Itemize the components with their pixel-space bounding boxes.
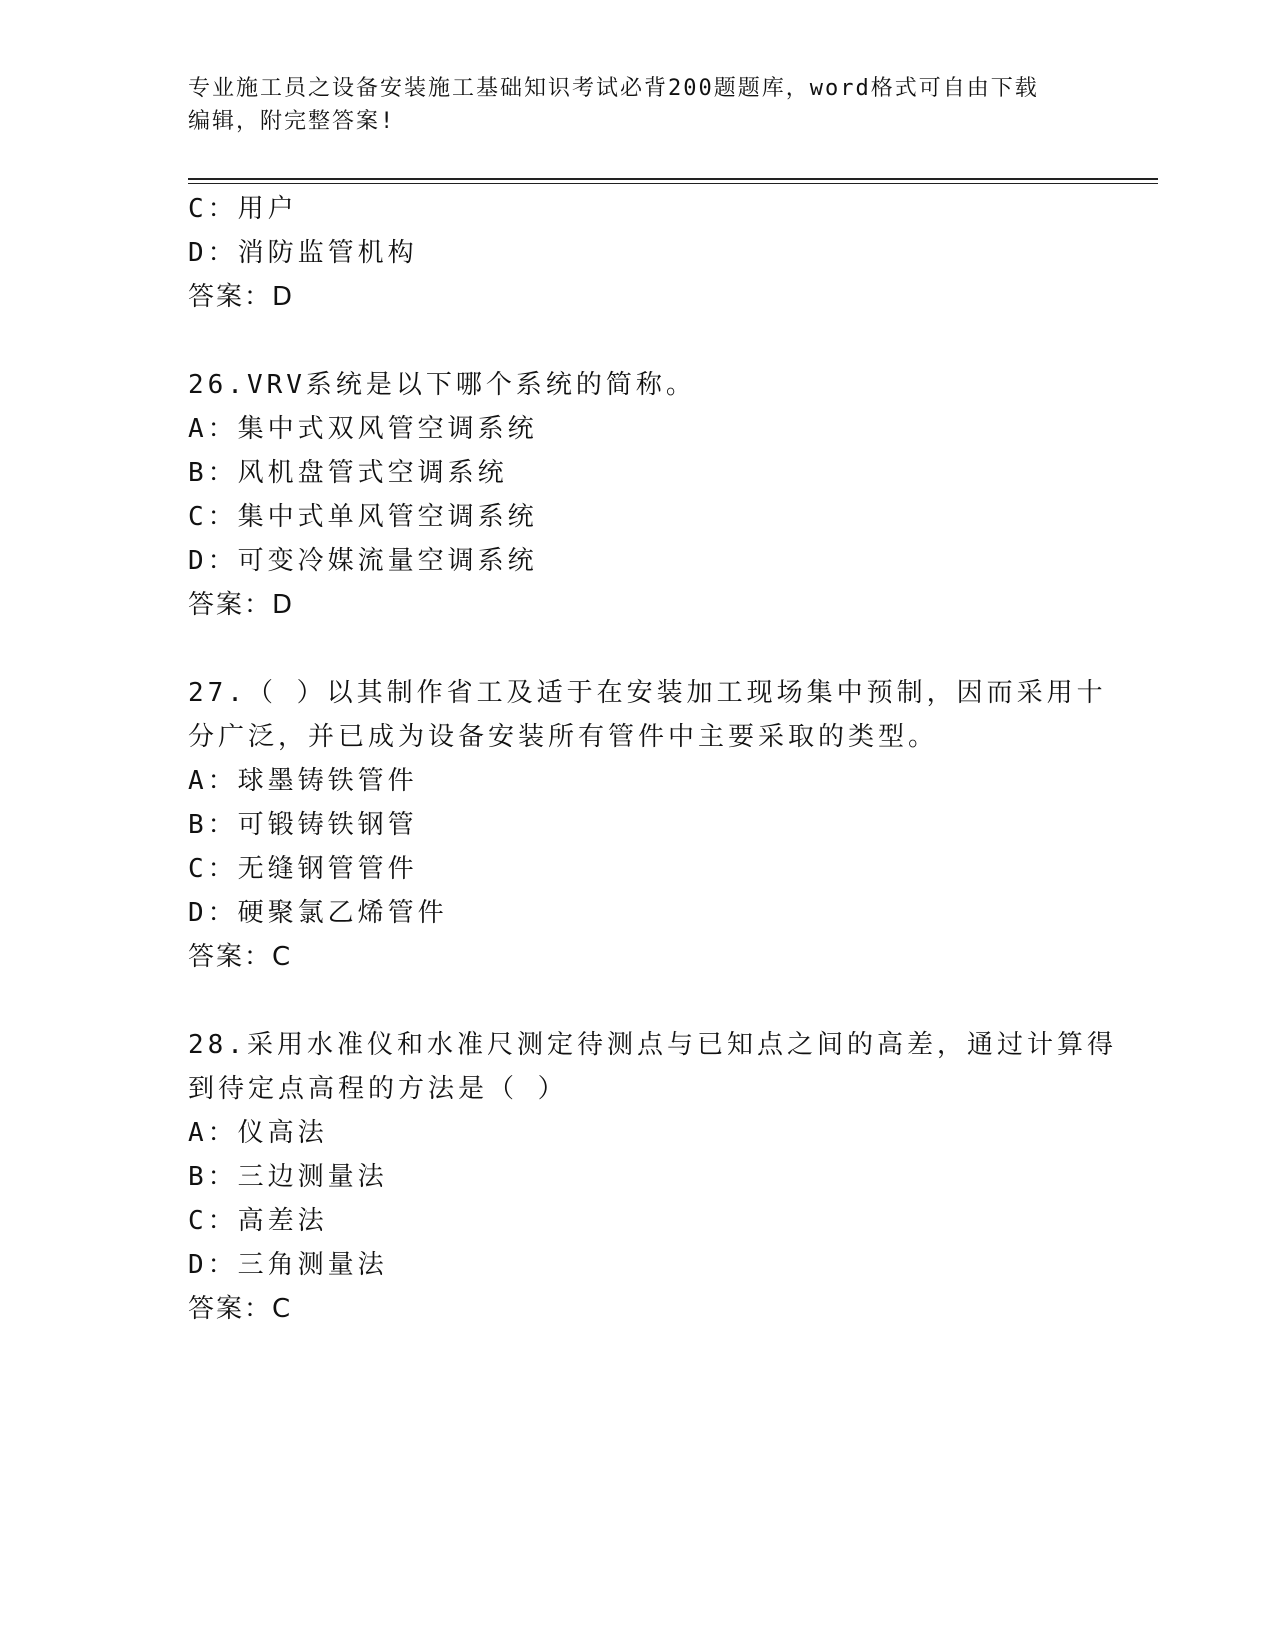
q27-option-a: A：球墨铸铁管件 (188, 766, 418, 796)
q28-option-c: C：高差法 (188, 1206, 328, 1236)
header-line-1: 专业施工员之设备安装施工基础知识考试必背200题题库，word格式可自由下载 (188, 76, 1039, 101)
q26-option-c: C：集中式单风管空调系统 (188, 502, 538, 532)
q26-option-b: B：风机盘管式空调系统 (188, 458, 508, 488)
q26-option-d: D：可变冷媒流量空调系统 (188, 546, 538, 576)
q28-option-d: D：三角测量法 (188, 1250, 388, 1280)
q28-option-b: B：三边测量法 (188, 1162, 388, 1192)
q26-answer: 答案：D (188, 590, 295, 620)
q27-question-line-1: 27.（ ）以其制作省工及适于在安装加工现场集中预制，因而采用十 (188, 678, 1107, 708)
document-header (188, 72, 1088, 138)
header-divider-thin (188, 183, 1158, 184)
q25-option-c: C：用户 (188, 194, 298, 224)
header-line-2: 编辑，附完整答案! (188, 109, 396, 134)
q26-option-a: A：集中式双风管空调系统 (188, 414, 538, 444)
q26-question: 26.VRV系统是以下哪个系统的简称。 (188, 370, 696, 400)
q25-option-d: D：消防监管机构 (188, 238, 418, 268)
q27-option-d: D：硬聚氯乙烯管件 (188, 898, 448, 928)
q27-answer: 答案：C (188, 942, 293, 972)
header-divider-thick (188, 178, 1158, 180)
q25-answer: 答案：D (188, 282, 295, 312)
q28-option-a: A：仪高法 (188, 1118, 328, 1148)
q28-answer: 答案：C (188, 1294, 293, 1324)
q27-option-c: C：无缝钢管管件 (188, 854, 418, 884)
q27-option-b: B：可锻铸铁钢管 (188, 810, 418, 840)
q28-question-line-1: 28.采用水准仪和水准尺测定待测点与已知点之间的高差，通过计算得 (188, 1030, 1117, 1060)
q27-question-line-2: 分广泛，并已成为设备安装所有管件中主要采取的类型。 (188, 722, 939, 752)
q28-question-line-2: 到待定点高程的方法是（ ） (188, 1074, 568, 1104)
